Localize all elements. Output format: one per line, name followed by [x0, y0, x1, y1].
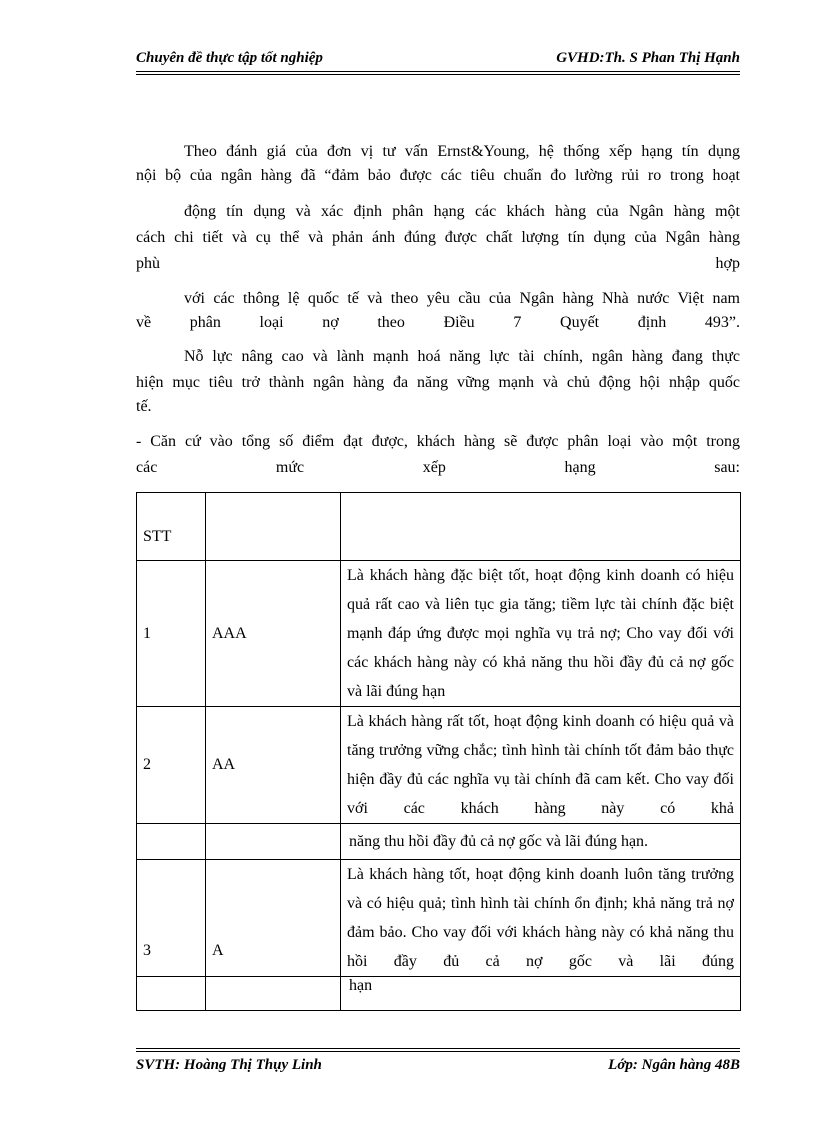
footer-student: SVTH: Hoàng Thị Thụy Linh: [136, 1057, 322, 1073]
body-line: Nỗ lực nâng cao và lành mạnh hoá năng lực tài chính, ngân hàng đang thực: [184, 348, 740, 365]
cell-grade: AAA: [206, 561, 341, 707]
header-cell-grade: [206, 493, 341, 561]
body-line: phù: [136, 255, 160, 272]
table-row: [137, 561, 741, 707]
footer-class: Lớp: Ngân hàng 48B: [608, 1057, 740, 1073]
body-line: về phân loại nợ theo Điều 7 Quyết định 493”.: [136, 314, 740, 331]
table-row-continuation: [137, 824, 741, 860]
body-line: hợp: [715, 255, 740, 272]
table-row-continuation: [137, 977, 741, 1011]
body-line: động tín dụng và xác định phân hạng các khách hàng của Ngân hàng một: [184, 203, 740, 220]
cell-empty: [206, 977, 341, 1011]
table-header-row: [137, 493, 741, 561]
cell-empty: [206, 824, 341, 860]
cell-desc-continuation: hạn: [341, 977, 741, 1011]
body-line: Theo đánh giá của đơn vị tư vấn Ernst&Young, hệ thống xếp hạng tín dụng: [184, 143, 740, 160]
cell-grade: A: [206, 860, 341, 977]
cell-desc: Là khách hàng rất tốt, hoạt động kinh doanh có hiệu quả và tăng trưởng vững chắc; tình hình tài chính tốt đảm bảo thực hiện đầy đủ các nghĩa vụ tài chính đã cam kết. Cho vay đối với các khách hàng này có khả: [341, 707, 741, 824]
body-line: cách chi tiết và cụ thể và phản ánh đúng được chất lượng tín dụng của Ngân hàng: [136, 229, 740, 246]
cell-stt: 2: [137, 707, 206, 824]
cell-grade: AA: [206, 707, 341, 824]
body-line: tế.: [136, 398, 152, 415]
page-header: [136, 50, 740, 67]
cell-desc: Là khách hàng đặc biệt tốt, hoạt động kinh doanh có hiệu quả rất cao và liên tục gia tăng; tiềm lực tài chính đặc biệt mạnh đáp ứng được mọi nghĩa vụ trả nợ; Cho vay đối với các khách hàng này có khả năng thu hồi đầy đủ cả nợ gốc và lãi đúng hạn: [341, 561, 741, 707]
header-rule: [136, 71, 740, 75]
body-line: - Căn cứ vào tổng số điểm đạt được, khách hàng sẽ được phân loại vào một trong: [136, 433, 740, 450]
table-row: [137, 860, 741, 977]
header-advisor: GVHD:Th. S Phan Thị Hạnh: [556, 50, 740, 66]
cell-desc: Là khách hàng tốt, hoạt động kinh doanh luôn tăng trưởng và có hiệu quả; tình hình tài chính ổn định; khả năng trả nợ đảm bảo. Cho vay đối với khách hàng này có khả năng thu hồi đầy đủ cả nợ gốc và lãi đúng: [341, 860, 741, 977]
table-row: [137, 707, 741, 824]
body-line: hiện mục tiêu trở thành ngân hàng đa năng vững mạnh và chủ động hội nhập quốc: [136, 374, 740, 391]
page-footer: [136, 1057, 740, 1074]
body-line: các mức xếp hạng sau:: [136, 459, 740, 476]
header-cell-desc: [341, 493, 741, 561]
cell-desc-continuation: năng thu hồi đầy đủ cả nợ gốc và lãi đúng hạn.: [341, 824, 741, 860]
credit-rating-table: [136, 492, 741, 1011]
cell-empty: [137, 824, 206, 860]
cell-empty: [137, 977, 206, 1011]
body-line: với các thông lệ quốc tế và theo yêu cầu của Ngân hàng Nhà nước Việt nam: [184, 290, 740, 307]
cell-stt: 3: [137, 860, 206, 977]
cell-stt: 1: [137, 561, 206, 707]
header-cell-stt: STT: [137, 493, 206, 561]
body-line: nội bộ của ngân hàng đã “đảm bảo được các tiêu chuẩn đo lường rủi ro trong hoạt: [136, 167, 740, 184]
header-title: Chuyên đề thực tập tốt nghiệp: [136, 50, 323, 66]
footer-rule: [136, 1048, 740, 1052]
